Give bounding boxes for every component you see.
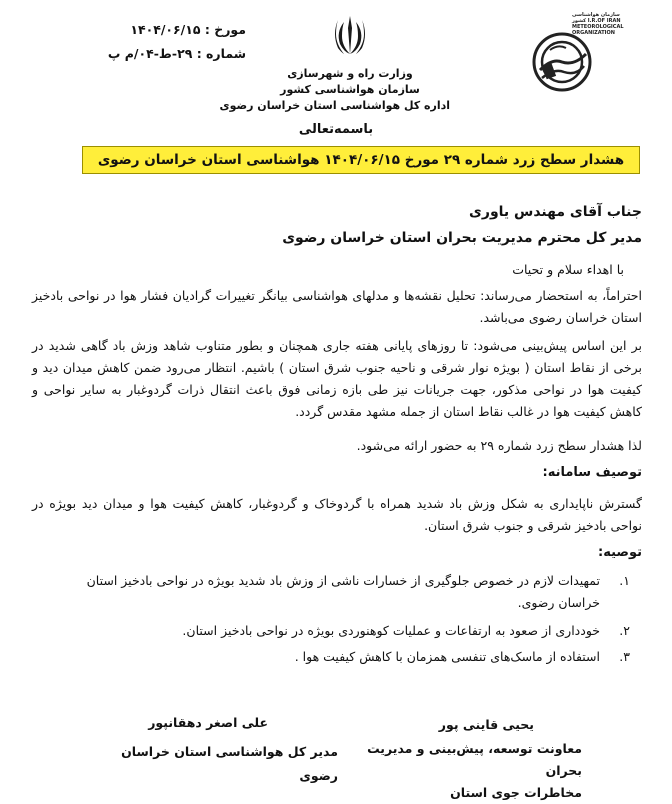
forecast-paragraph: بر این اساس پیش‌بینی می‌شود: تا روزهای پایانی هفته جاری همچنان و بطور متناوب شاهد وزش باد گاهی شدید در برخی از نقاط استان ( بویژه نوار شرقی و ناحیه جنوب شرق استان ) باشیم. انتظار می‌رود ضمن کاهش میدان دید و کیفیت هوا در نواحی مذکور، جهت جریانات نیز طی بازه زمانی فوق باعث انتقال ذرات گردوغبار به سایر نواحی و کاهش کیفیت هوا در غالب نقاط استان از جمله مشهد مقدس گردد. <box>32 338 642 419</box>
header-reference <box>86 18 246 66</box>
signature-director <box>88 706 338 788</box>
addressee-name: جناب آقای مهندس یاوری <box>469 204 642 220</box>
number-value: ۲۹-ط-۰۴/م پ <box>107 46 193 61</box>
signatory-position: مخاطرات جوی استان <box>450 785 582 800</box>
list-item <box>42 646 642 668</box>
date-line <box>86 18 246 42</box>
greeting: با اهداء سلام و تحیات <box>512 262 624 277</box>
recommendations-title: توصیه: <box>598 545 642 560</box>
iran-emblem-icon <box>332 14 368 58</box>
header-logo-block <box>482 8 632 88</box>
signatory-position: معاونت توسعه، پیش‌بینی و مدیریت بحران <box>367 741 582 778</box>
list-item-text: خودداری از صعود به ارتفاعات و عملیات کوهنوردی بویژه در نواحی بادخیز استان. <box>182 623 600 638</box>
conclusion-paragraph: لذا هشدار سطح زرد شماره ۲۹ به حضور ارائه می‌شود. <box>356 438 642 453</box>
list-item-number: ۲. <box>619 623 630 638</box>
ministry-name: وزارت راه و شهرسازی <box>287 67 413 80</box>
list-item-number: ۱. <box>619 573 630 588</box>
signature-deputy <box>352 712 582 804</box>
organization-name: سازمان هواشناسی کشور <box>280 83 420 96</box>
warning-banner-text: هشدار سطح زرد شماره ۲۹ مورخ ۱۴۰۴/۰۶/۱۵ هواشناسی استان خراسان رضوی <box>97 152 625 168</box>
addressee-title: مدیر کل محترم مدیریت بحران استان خراسان رضوی <box>282 230 642 246</box>
list-item-text: استفاده از ماسک‌های تنفسی همزمان با کاهش کیفیت هوا . <box>294 649 600 664</box>
warning-banner <box>82 146 640 174</box>
recommendations-list <box>42 570 642 668</box>
list-item-number: ۳. <box>619 649 630 664</box>
list-item <box>42 570 642 614</box>
logo-text: سازمان هواشناسی کشور I.R.OF IRAN METEOROLOGICAL ORGANIZATION <box>572 12 624 36</box>
signatory-name: یحیی قاینی پور <box>438 717 534 732</box>
intro-paragraph: احتراماً، به استحضار می‌رساند: تحلیل نقشه‌ها و مدلهای هواشناسی بیانگر تغییرات گرادیان فشار هوا در نواحی بادخیز استان خراسان رضوی می‌باشد. <box>32 288 642 325</box>
signatory-name: علی اصغر دهقانپور <box>148 715 268 730</box>
department-name: اداره کل هواشناسی استان خراسان رضوی <box>219 99 450 112</box>
date-label: مورخ : <box>204 22 246 37</box>
system-description-text: گسترش ناپایداری به شکل وزش باد شدید همراه با گردوخاک و گردوغبار، کاهش کیفیت هوا و میدان دید بویژه در نواحی بادخیز شرقی و جنوب شرق استان. <box>32 496 642 533</box>
meteorological-organization-logo <box>530 30 594 94</box>
list-item-text: تمهیدات لازم در خصوص جلوگیری از خسارات ناشی از وزش باد شدید بویژه در نواحی بادخیز استان خراسان رضوی. <box>86 573 600 610</box>
list-item <box>42 620 642 642</box>
number-label: شماره : <box>196 46 246 61</box>
number-line <box>86 42 246 66</box>
date-value: ۱۴۰۴/۰۶/۱۵ <box>130 22 201 37</box>
system-description-title: توصیف سامانه: <box>542 465 642 480</box>
basmala: باسمه‌تعالی <box>298 122 374 137</box>
signatory-position: مدیر کل هواشناسی استان خراسان رضوی <box>121 744 338 783</box>
